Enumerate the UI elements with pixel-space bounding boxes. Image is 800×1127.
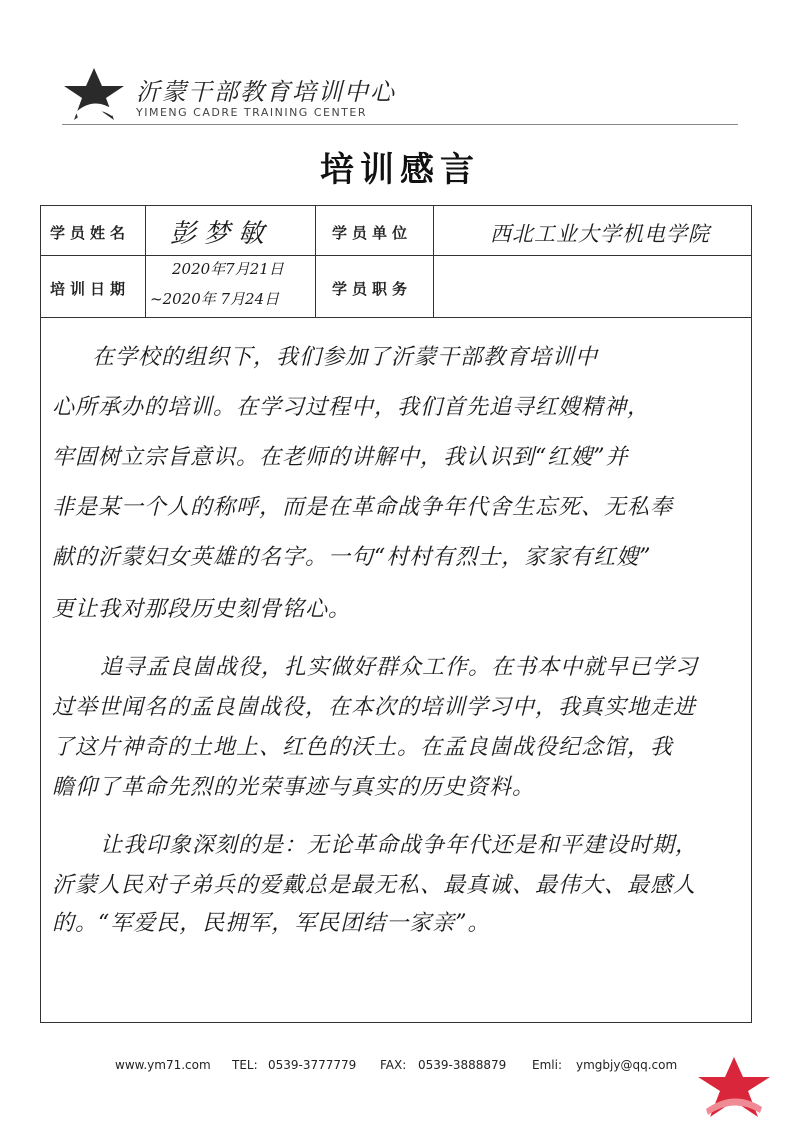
essay-line: 沂蒙人民对子弟兵的爱戴总是最无私、最真诚、最伟大、最感人	[52, 873, 697, 898]
date-start-value: 2020年7月21日	[172, 260, 284, 278]
position-label: 学员职务	[332, 280, 413, 298]
org-name-chinese: 沂蒙干部教育培训中心	[136, 78, 396, 106]
unit-label: 学员单位	[332, 224, 413, 242]
footer-email-label: Emli:	[532, 1058, 562, 1072]
footer-website: www.ym71.com	[115, 1058, 211, 1072]
essay-line: 献的沂蒙妇女英雄的名字。一句“村村有烈士，家家有红嫂”	[52, 545, 652, 570]
column-divider	[433, 205, 434, 317]
essay-line: 瞻仰了革命先烈的光荣事迹与真实的历史资料。	[52, 775, 536, 800]
footer-logo-star-icon	[696, 1055, 772, 1119]
date-end-value: ~2020年 7月24日	[150, 290, 280, 308]
unit-value: 西北工业大学机电学院	[490, 222, 710, 246]
essay-line: 追寻孟良崮战役，扎实做好群众工作。在书本中就早已学习	[100, 655, 699, 680]
name-value: 彭梦敏	[170, 219, 273, 249]
essay-line: 过举世闻名的孟良崮战役，在本次的培训学习中，我真实地走进	[52, 695, 697, 720]
essay-line: 更让我对那段历史刻骨铭心。	[52, 597, 352, 622]
row-divider	[40, 255, 752, 256]
essay-line: 了这片神奇的土地上、红色的沃土。在孟良崮战役纪念馆，我	[52, 735, 674, 760]
row-divider	[40, 317, 752, 318]
column-divider	[315, 205, 316, 317]
footer-fax-value: 0539-3888879	[418, 1058, 507, 1072]
column-divider	[145, 205, 146, 317]
essay-line: 让我印象深刻的是：无论革命战争年代还是和平建设时期，	[100, 833, 699, 858]
org-name-english: YIMENG CADRE TRAINING CENTER	[136, 106, 367, 119]
essay-line: 牢固树立宗旨意识。在老师的讲解中，我认识到“红嫂”并	[52, 445, 629, 470]
essay-line: 心所承办的培训。在学习过程中，我们首先追寻红嫂精神，	[52, 395, 651, 420]
essay-line: 在学校的组织下，我们参加了沂蒙干部教育培训中	[92, 345, 599, 370]
footer-email-value: ymgbjy@qq.com	[576, 1058, 678, 1072]
center-logo-star-icon	[62, 66, 126, 122]
essay-line: 非是某一个人的称呼，而是在革命战争年代舍生忘死、无私奉	[52, 495, 674, 520]
page-title: 培训感言	[320, 150, 480, 190]
footer-tel-label: TEL:	[232, 1058, 258, 1072]
footer-fax-label: FAX:	[380, 1058, 407, 1072]
date-label: 培训日期	[50, 280, 131, 298]
header-divider	[62, 124, 738, 125]
name-label: 学员姓名	[50, 224, 131, 242]
footer-tel-value: 0539-3777779	[268, 1058, 357, 1072]
essay-line: 的。“军爱民，民拥军，军民团结一家亲”。	[52, 911, 491, 936]
